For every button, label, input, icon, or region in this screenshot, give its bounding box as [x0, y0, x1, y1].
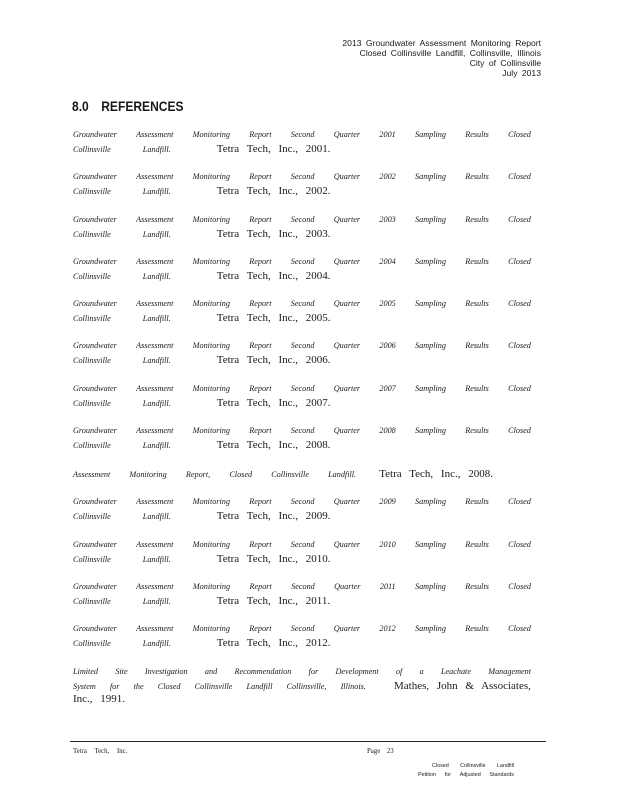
reference-word: Second — [290, 341, 315, 351]
reference-word: 2009 — [379, 497, 396, 507]
reference-author: Tetra Tech, Inc., 2008. — [379, 468, 493, 481]
reference-list — [73, 130, 531, 727]
reference-author: Mathes, John & Associates, — [393, 679, 531, 692]
reference-title-line — [73, 299, 531, 312]
reference-word: Quarter — [333, 624, 361, 634]
reference-word: Landfill. — [142, 187, 171, 197]
reference-word: Collinsville — [73, 229, 111, 239]
reference-word: Results — [465, 383, 489, 393]
reference-word: Quarter — [333, 341, 361, 351]
reference-word: a — [419, 666, 424, 676]
reference-author: Tetra Tech, Inc., 2009. — [216, 510, 331, 523]
reference-word: Collinsville — [271, 470, 309, 480]
reference-word: Groundwater — [73, 426, 117, 436]
reference-word: Groundwater — [73, 299, 117, 309]
reference-word: Monitoring — [192, 497, 230, 507]
reference-title-line — [73, 270, 531, 283]
reference-word: Results — [465, 130, 489, 139]
reference-author: Tetra Tech, Inc., 2001. — [216, 143, 331, 155]
reference-word: Groundwater — [73, 581, 117, 591]
footer-id-word: for — [444, 772, 451, 778]
reference-word: Quarter — [333, 172, 361, 182]
reference-word: Report — [249, 256, 272, 266]
reference-word: Monitoring — [192, 341, 230, 351]
reference-word: Second — [290, 172, 315, 182]
reference-word: Second — [291, 581, 315, 591]
reference-title-line — [73, 312, 531, 325]
footer-id-word: Adjusted — [459, 772, 481, 778]
reference-word: 2005 — [379, 299, 396, 309]
reference-author: Tetra Tech, Inc., 2006. — [216, 354, 331, 367]
reference-word: Closed — [508, 214, 531, 224]
header-client: City of Collinsville — [469, 58, 541, 68]
reference-word: Assessment — [136, 130, 174, 139]
reference-word: Landfill. — [142, 271, 171, 281]
reference-word: Groundwater — [73, 214, 117, 224]
reference-word: Assessment — [136, 539, 174, 549]
reference-word: Results — [465, 497, 489, 507]
reference-word: Landfill. — [142, 229, 171, 239]
reference-word: Assessment — [136, 497, 174, 507]
reference-word: Sampling — [415, 172, 446, 182]
reference-word: Results — [465, 172, 489, 182]
reference-word: Report — [249, 581, 272, 591]
page-header — [342, 38, 541, 78]
reference-word: Second — [290, 256, 315, 266]
reference-word: Monitoring — [192, 581, 231, 591]
reference-title-line — [73, 667, 531, 680]
reference-author: Tetra Tech, Inc., 2011. — [216, 594, 331, 607]
reference-word: Sampling — [415, 539, 446, 549]
reference-entry — [73, 582, 531, 624]
reference-title-line — [73, 439, 531, 452]
reference-entry — [73, 468, 531, 497]
reference-entry — [73, 215, 531, 257]
reference-word: Groundwater — [73, 172, 117, 182]
reference-word: Collinsville — [73, 356, 111, 366]
reference-word: Collinsville — [73, 398, 111, 408]
reference-word: Quarter — [333, 256, 361, 266]
reference-word: Landfill. — [142, 145, 171, 154]
reference-word: Report — [249, 624, 272, 634]
reference-author: Tetra Tech, Inc., 2002. — [216, 185, 331, 198]
reference-word: Closed — [508, 426, 531, 436]
reference-word: Collinsville — [73, 314, 111, 324]
reference-word: Groundwater — [73, 383, 117, 393]
reference-word: Leachate — [440, 666, 471, 676]
section-heading — [72, 98, 184, 114]
reference-word: Results — [465, 624, 489, 634]
reference-word: Groundwater — [73, 497, 117, 507]
reference-title-line — [73, 497, 531, 510]
reference-word: Collinsville, — [286, 681, 327, 691]
reference-word: Collinsville — [73, 187, 111, 197]
reference-word: Closed — [229, 470, 253, 480]
reference-word: 2003 — [379, 214, 396, 224]
header-date: July 2013 — [502, 68, 541, 78]
reference-word: Assessment — [73, 470, 111, 480]
reference-entry — [73, 540, 531, 582]
reference-entry — [73, 384, 531, 426]
reference-title-line — [73, 215, 531, 228]
reference-word: Sampling — [414, 581, 446, 591]
reference-title-line — [73, 384, 531, 397]
reference-word: Landfill. — [142, 554, 171, 564]
reference-title-line — [73, 426, 531, 439]
reference-word: Quarter — [333, 299, 361, 309]
reference-word: Second — [290, 497, 315, 507]
reference-word: Monitoring — [192, 214, 230, 224]
reference-word: Limited — [73, 666, 99, 676]
section-title: REFERENCES — [101, 98, 184, 114]
reference-word: Sampling — [415, 383, 446, 393]
reference-word: Assessment — [136, 214, 174, 224]
reference-entry — [73, 299, 531, 341]
reference-word: Monitoring — [192, 426, 230, 436]
reference-word: Collinsville — [73, 554, 111, 564]
reference-word: Quarter — [334, 581, 361, 591]
reference-title-line — [73, 680, 531, 693]
reference-word: Assessment — [136, 172, 174, 182]
reference-word: Second — [290, 299, 315, 309]
footer-page-number: Page 23 — [367, 748, 394, 755]
reference-word: Groundwater — [73, 256, 117, 266]
reference-word: Assessment — [136, 383, 174, 393]
reference-word: Sampling — [415, 214, 446, 224]
reference-word: Landfill. — [142, 596, 171, 606]
reference-title-line — [73, 468, 493, 481]
reference-word: Closed — [508, 383, 531, 393]
reference-word: Report — [249, 130, 272, 139]
reference-title-line — [73, 397, 531, 410]
reference-title-line — [73, 143, 531, 156]
reference-word: Second — [290, 624, 315, 634]
reference-word: Report — [249, 426, 272, 436]
reference-word: Investigation — [144, 666, 188, 676]
reference-word: Results — [465, 341, 489, 351]
reference-author: Tetra Tech, Inc., 2010. — [216, 552, 331, 565]
reference-word: Landfill. — [142, 356, 171, 366]
reference-title-line — [73, 130, 531, 143]
reference-word: Sampling — [415, 256, 446, 266]
header-report-title: 2013 Groundwater Assessment Monitoring Report — [342, 38, 541, 48]
reference-title-line — [73, 510, 531, 523]
reference-word: Closed — [157, 681, 181, 691]
reference-word: Monitoring — [192, 130, 230, 139]
reference-title-line — [73, 172, 531, 185]
reference-word: Groundwater — [73, 341, 117, 351]
reference-word: 2011 — [379, 581, 396, 591]
reference-word: Results — [465, 426, 489, 436]
reference-word: Assessment — [136, 426, 174, 436]
reference-word: Second — [290, 130, 315, 139]
footer-id-line-2 — [418, 771, 514, 780]
reference-word: Quarter — [333, 214, 361, 224]
reference-word: Collinsville — [73, 441, 111, 451]
reference-word: Report — [249, 539, 272, 549]
reference-title-line — [73, 228, 531, 241]
reference-word: Quarter — [333, 539, 361, 549]
reference-word: Closed — [508, 624, 531, 634]
reference-word: Report — [249, 299, 272, 309]
header-site: Closed Collinsville Landfill, Collinsville, Illinois — [359, 48, 541, 58]
reference-entry — [73, 130, 531, 172]
reference-word: Second — [290, 539, 315, 549]
reference-word: Quarter — [333, 497, 361, 507]
reference-word: the — [133, 681, 144, 691]
reference-word: Results — [465, 256, 489, 266]
reference-author: Inc., 1991. — [73, 692, 126, 705]
reference-word: 2010 — [379, 539, 396, 549]
reference-word: Report — [249, 497, 272, 507]
reference-word: Assessment — [136, 624, 174, 634]
reference-word: Results — [465, 539, 489, 549]
reference-word: Second — [290, 426, 315, 436]
footer-id-word: Standards — [489, 772, 514, 778]
reference-word: Closed — [508, 130, 531, 139]
reference-word: Report — [249, 172, 272, 182]
reference-word: Monitoring — [192, 172, 230, 182]
reference-word: Sampling — [415, 341, 446, 351]
reference-title-line — [73, 624, 531, 637]
reference-entry — [73, 172, 531, 214]
reference-word: Landfill. — [142, 512, 171, 522]
reference-word: Monitoring — [192, 299, 230, 309]
reference-word: Monitoring — [192, 624, 230, 634]
reference-author: Tetra Tech, Inc., 2007. — [216, 396, 331, 409]
reference-word: Report — [249, 214, 272, 224]
reference-word: Results — [465, 214, 489, 224]
footer-id-word: Landfill — [496, 763, 514, 769]
reference-word: Site — [115, 666, 128, 676]
reference-word: Results — [465, 581, 489, 591]
footer-company: Tetra Tech, Inc. — [73, 748, 128, 755]
reference-word: Collinsville — [194, 681, 233, 691]
reference-word: Quarter — [333, 383, 361, 393]
reference-word: Collinsville — [73, 512, 111, 522]
reference-word: 2004 — [379, 256, 396, 266]
reference-word: Landfill — [246, 681, 273, 691]
reference-title-line — [73, 553, 531, 566]
reference-word: 2002 — [379, 172, 396, 182]
reference-word: Collinsville — [73, 639, 111, 649]
reference-word: Monitoring — [192, 539, 230, 549]
reference-word: Landfill. — [142, 639, 171, 649]
reference-word: Closed — [508, 497, 531, 507]
reference-author: Tetra Tech, Inc., 2005. — [216, 312, 331, 325]
reference-word: 2012 — [379, 624, 396, 634]
reference-word: Sampling — [415, 624, 446, 634]
reference-title-line — [73, 595, 531, 608]
reference-word: Groundwater — [73, 130, 117, 139]
reference-word: Closed — [508, 172, 531, 182]
reference-word: Closed — [508, 581, 531, 591]
reference-word: Groundwater — [73, 624, 117, 634]
reference-word: Monitoring — [129, 470, 167, 480]
reference-word: 2008 — [379, 426, 396, 436]
reference-word: Illinois. — [340, 681, 366, 691]
reference-entry — [73, 667, 531, 727]
reference-word: Recommendation — [234, 666, 292, 676]
reference-word: Second — [290, 383, 315, 393]
reference-entry — [73, 426, 531, 468]
reference-title-line — [73, 637, 531, 650]
reference-word: Landfill. — [142, 441, 171, 451]
reference-word: Sampling — [415, 130, 446, 139]
reference-word: Quarter — [333, 130, 361, 139]
reference-author: Tetra Tech, Inc., 2003. — [216, 227, 331, 240]
reference-author: Tetra Tech, Inc., 2004. — [216, 269, 331, 282]
reference-entry — [73, 497, 531, 539]
reference-title-line — [73, 341, 531, 354]
reference-entry — [73, 257, 531, 299]
reference-author: Tetra Tech, Inc., 2012. — [216, 637, 331, 650]
reference-word: Collinsville — [73, 271, 111, 281]
reference-title-line — [73, 257, 531, 270]
reference-word: Collinsville — [73, 596, 111, 606]
reference-word: Landfill. — [142, 314, 171, 324]
footer-divider — [70, 741, 546, 742]
reference-author: Tetra Tech, Inc., 2008. — [216, 439, 331, 452]
reference-word: Results — [465, 299, 489, 309]
reference-word: Assessment — [136, 299, 174, 309]
reference-word: Assessment — [136, 581, 174, 591]
reference-entry — [73, 341, 531, 383]
section-number: 8.0 — [72, 98, 89, 114]
reference-word: Sampling — [415, 426, 446, 436]
footer-id-line-1 — [418, 762, 514, 771]
reference-word: Closed — [508, 539, 531, 549]
reference-word: for — [308, 666, 319, 676]
reference-word: Closed — [508, 299, 531, 309]
reference-word: Monitoring — [192, 256, 230, 266]
reference-word: 2006 — [379, 341, 396, 351]
reference-word: Development — [335, 666, 379, 676]
reference-word: Assessment — [136, 341, 174, 351]
reference-word: Sampling — [415, 299, 446, 309]
reference-word: Landfill. — [328, 470, 357, 480]
reference-title-line — [73, 540, 531, 553]
reference-entry — [73, 624, 531, 666]
reference-word: Sampling — [415, 497, 446, 507]
reference-title-line — [73, 582, 531, 595]
footer-document-id — [418, 762, 514, 780]
reference-word: Groundwater — [73, 539, 117, 549]
footer-id-word: Closed — [432, 763, 449, 769]
reference-word: Assessment — [136, 256, 174, 266]
reference-word: Closed — [508, 256, 531, 266]
reference-word: Monitoring — [192, 383, 230, 393]
reference-author-continued — [73, 693, 531, 706]
reference-word: Second — [290, 214, 315, 224]
reference-word: Quarter — [333, 426, 361, 436]
reference-word: Report, — [185, 470, 211, 480]
reference-title-line — [73, 354, 531, 367]
reference-word: Report — [249, 383, 272, 393]
reference-word: Report — [249, 341, 272, 351]
reference-word: Collinsville — [73, 145, 111, 154]
reference-word: of — [395, 666, 403, 676]
reference-word: Closed — [508, 341, 531, 351]
footer-id-word: Collinsville — [460, 763, 486, 769]
reference-word: 2007 — [379, 383, 396, 393]
reference-word: for — [109, 681, 120, 691]
reference-title-line — [73, 185, 531, 198]
reference-word: Landfill. — [142, 398, 171, 408]
reference-word: and — [204, 666, 218, 676]
reference-word: System — [73, 681, 96, 691]
reference-word: Management — [488, 666, 531, 676]
reference-word: 2001 — [379, 130, 396, 139]
footer-id-word: Petition — [418, 772, 436, 778]
